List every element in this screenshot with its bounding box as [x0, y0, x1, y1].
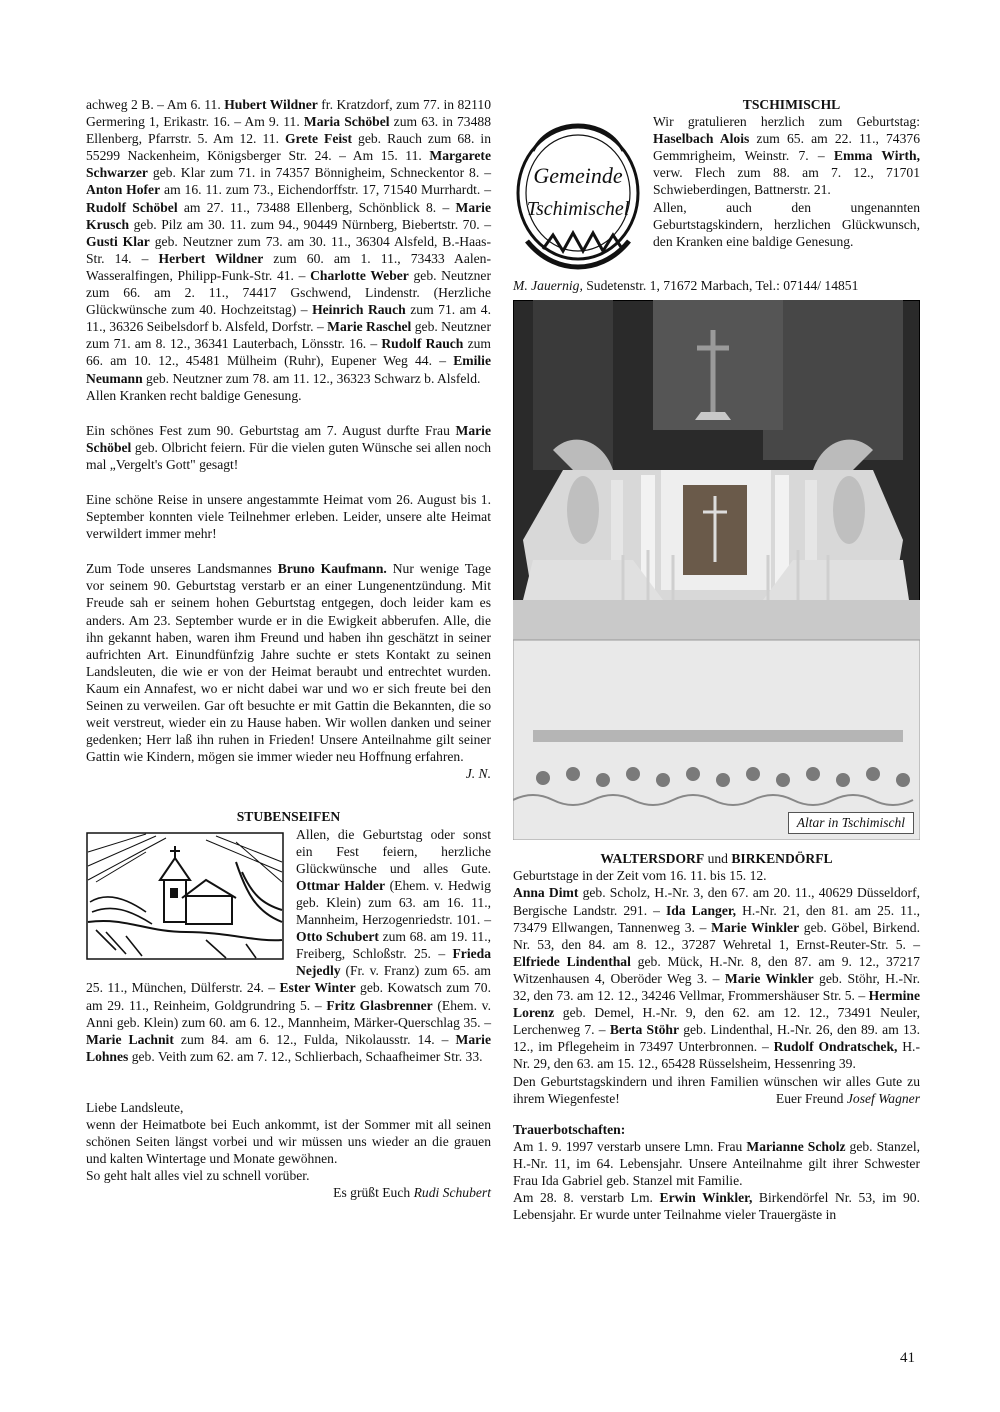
person-name: Berta Stöhr	[609, 1022, 679, 1038]
person-name: Maria Schöbel	[303, 114, 390, 130]
obituary-scholz: Am 1. 9. 1997 verstarb unsere Lmn. Frau Marianne Scholz geb. Stanzel, H.-Nr. 11, im 64. Lebensjahr. Unsere Anteilnahme gilt ihrer Schwester Frau Ida Gabriel geb. Stanzel mit Familie.	[513, 1138, 920, 1188]
municipality-seal-icon	[513, 121, 643, 275]
person-name: Marie Lachnit	[86, 1031, 174, 1047]
church-sketch-icon	[86, 832, 284, 964]
person-name: Marie Raschel	[327, 319, 412, 335]
person-name: Otto Schubert	[296, 929, 379, 945]
person-name: Margarete Schwarzer	[86, 148, 491, 181]
section-heading-tschimischl: TSCHIMISCHL	[742, 97, 841, 112]
person-name: Emilie Neumann	[86, 353, 491, 386]
person-name: Anton Hofer	[86, 182, 161, 198]
festival-note: Ein schönes Fest zum 90. Geburtstag am 7. August durfte Frau Marie Schöbel geb. Olbricht feiern. Für die vielen guten Wünsche sei allen noch mal „Vergelt's Gott" gesagt!	[86, 422, 491, 472]
right-column	[513, 96, 920, 1223]
letter-body: wenn der Heimatbote bei Euch ankommt, ist der Sommer mit all seinen schönen Seiten längst vorbei und wir müssen uns wieder an die grauen und kalten Wintertage und Monate gewöhnen.	[86, 1116, 491, 1167]
person-name: Ottmar Halder	[296, 877, 385, 893]
person-name: Marie Winkler	[711, 919, 800, 935]
person-name: Marianne Scholz	[746, 1138, 846, 1154]
person-name: Heinrich Rauch	[312, 302, 406, 318]
birthday-list-continued: achweg 2 B. – Am 6. 11. Hubert Wildner fr. Kratzdorf, zum 77. in 82110 Germering 1, Erikastr. 16. – Am 9. 11. Maria Schöbel zum 63. in 73488 Ellenberg, Pfarrstr. 5. Am 12. 11. Grete Feist geb. Rauch zum 68. in 55299 Nackenheim, Königsberger Str. 24. – Am 15. 11. Margarete Schwarzer geb. Klar zum 71. in 74357 Bönnigheim, Schneckentor 8. – Anton Hofer am 16. 11. zum 73., Eichendorffstr. 17, 71540 Murrhardt. – Rudolf Schöbel am 27. 11., 73488 Ellenberg, Schönblick 8. – Marie Krusch geb. Pilz am 30. 11. zum 94., 90449 Nürnberg, Biebertstr. 70. – Gusti Klar geb. Neutzner zum 73. am 30. 11., 36304 Alsfeld, B.-Haas-Str. 14. – Herbert Wildner zum 60. am 1. 11., 73433 Aalen-Wasseralfingen, Philipp-Funk-Str. 41. – Charlotte Weber geb. Neutzner zum 66. am 2. 11., 74417 Gschwend, Lindenstr. (Herzliche Glückwünsche zum 40. Hochzeitstag) – Heinrich Rauch zum 71. am 4. 11., 36326 Seibelsdorf b. Alsfeld, Dorfstr. – Marie Raschel geb. Neutzner zum 71. am 8. 12., 36341 Lauterbach, Lönsstr. 16. – Rudolf Rauch zum 66. am 10. 12., 45481 Mülheim (Ruhr), Eupener Weg 44. – Emilie Neumann geb. Neutzner zum 78. am 11. 12., 36323 Schwarz b. Alsfeld.	[86, 97, 492, 386]
tschimischl-contact: M. Jauernig, Sudetenstr. 1, 71672 Marbach, Tel.: 07144/ 14851	[513, 278, 859, 294]
person-name: Hubert Wildner	[224, 97, 318, 112]
seal-text-gemeinde: Gemeinde	[533, 163, 623, 189]
letter-closing: So geht halt alles viel zu schnell vorüber.	[86, 1168, 310, 1184]
person-name: Fritz Glasbrenner	[326, 997, 433, 1013]
obituary-signature: J. N.	[465, 766, 491, 782]
section-heading-stubenseifen: STUBENSEIFEN	[236, 809, 341, 825]
section-heading-waltersdorf: WALTERSDORF und BIRKENDÖRFL	[600, 851, 833, 867]
waltersdorf-birthdays: Anna Dimt geb. Scholz, H.-Nr. 3, den 67. am 20. 11., 40629 Düsseldorf, Bergische Landstr. 291. – Ida Langer, H.-Nr. 21, den 81. am 25. 11., 73479 Ellwangen, Tannenweg 3. – Marie Winkler geb. Göbel, Birkend. Nr. 53, den 84. am 8. 12., 37287 Wehretal 1, Ernst-Reuter-Str. 5. – Elfriede Lindenthal geb. Mück, H.-Nr. 8, den 87. am 9. 12., 37217 Witzenhausen 4, Oberöder Weg 3. – Marie Winkler geb. Stöhr, H.-Nr. 32, den 73. am 12. 12., 34246 Vellmar, Frommershäuser Str. 5. – Hermine Lorenz geb. Demel, H.-Nr. 9, den 62. am 12. 12., 73491 Neuler, Lerchenweg 7. – Berta Stöhr geb. Lindenthal, H.-Nr. 26, den 89. am 13. 12., im Pflegeheim in 73497 Unterbronnen. – Rudolf Ondratschek, H.-Nr. 29, den 63. am 15. 12., 65428 Rüsselsheim, Hessenring 39.	[513, 885, 921, 1072]
person-name: Marie Krusch	[86, 199, 491, 232]
tschimischl-birthdays: Wir gratulieren herzlich zum Geburtstag: Haselbach Alois zum 65. am 22. 11., 74376 Gemmrigheim, Weinstr. 7. – Emma Wirth, verw. Flech zum 88. am 7. 12., 71701 Schwieberdingen, Battnerstr. 21.	[653, 114, 920, 198]
person-name: Elfriede Lindenthal	[513, 953, 631, 969]
person-name: Rudolf Ondratschek,	[773, 1039, 898, 1055]
person-name: Frieda Nejedly	[296, 946, 491, 979]
person-name: Rudolf Schöbel	[86, 199, 178, 215]
waltersdorf-intro: Geburtstage in der Zeit vom 16. 11. bis 15. 12.	[513, 868, 767, 884]
tschimischl-wishes: Allen, auch den ungenannten Geburtstagskindern, herzlichen Glückwunsch, den Kranken eine baldige Genesung.	[653, 199, 920, 249]
person-name: Gusti Klar	[86, 233, 150, 249]
stubenseifen-birthdays: Allen, die Geburtstag oder sonst ein Fest feiern, herzliche Glückwünsche und alles Gute. Ottmar Halder (Ehem. v. Hedwig geb. Klein) zum 63. am 16. 11., Mannheim, Herzogenriedstr. 101. – Otto Schubert zum 68. am 19. 11., Freiberg, Schloßstr. 25. – Frieda Nejedly (Fr. v. Franz) zum 65. am 25. 11., München, Dülferstr. 24. – Ester Winter geb. Kowatsch zum 70. am 29. 11., Reinheim, Goldgrundring 5. – Fritz Glasbrenner (Ehem. v. Anni geb. Klein) zum 60. am 6. 12., Mannheim, Märker-Querschlag 35. – Marie Lachnit zum 84. am 6. 12., Fulda, Nikolausstr. 14. – Marie Lohnes geb. Veith zum 62. am 7. 12., Schlierbach, Schaafheimer Str. 33.	[86, 826, 491, 1064]
person-name: Herbert Wildner	[158, 250, 264, 266]
person-name: Ester Winter	[279, 980, 356, 996]
altar-photo	[513, 300, 920, 840]
person-name: Emma Wirth,	[833, 148, 920, 164]
person-name: Hermine Lorenz	[513, 988, 920, 1021]
person-name: Bruno Kaufmann.	[277, 561, 387, 577]
letter	[86, 1099, 491, 1202]
person-name: Anna Dimt	[513, 885, 579, 901]
section-heading-trauer: Trauerbotschaften:	[513, 1121, 626, 1137]
left-column	[86, 96, 491, 1201]
waltersdorf-wishes: Den Geburtstagskindern und ihren Familien wünschen wir alles Gute zu ihrem Wiegenfeste! Euer Freund Josef Wagner	[513, 1073, 920, 1106]
person-name: Marie Schöbel	[86, 422, 491, 455]
person-name: Marie Lohnes	[86, 1031, 491, 1064]
seal-text-tschimischel: Tschimischel	[526, 198, 630, 221]
sick-wishes: Allen Kranken recht baldige Genesung.	[86, 387, 302, 403]
person-name: Erwin Winkler,	[659, 1190, 753, 1206]
page-number: 41	[900, 1350, 915, 1366]
letter-greeting: Liebe Landsleute,	[86, 1099, 184, 1115]
obituary-winkler: Am 28. 8. verstarb Lm. Erwin Winkler, Birkendörfel Nr. 53, im 90. Lebensjahr. Er wurde unter Teilnahme vieler Trauergäste in	[513, 1190, 920, 1223]
person-name: Marie Winkler	[724, 970, 814, 986]
person-name: Charlotte Weber	[310, 267, 409, 283]
obituary: Zum Tode unseres Landsmannes Bruno Kaufmann. Nur wenige Tage vor seinem 90. Geburtstag verstarb er an einer Lungenentzündung. Mit Freude sah er seinem hohen Geburtstag entgegen, doch leider kam es anders. Am 23. September wurde er in die Ewigkeit abberufen. Alle, die ihn gekannt haben, waren ihm Freund und haben ihn geschätzt in seiner aufrichten Art. Einundfünfzig Jahre suchte er stets Kontakt zu seinen Landsleuten, die wie er von der Heimat beraubt und entrechtet wurden. Kaum ein Annafest, wo er nicht dabei war und wo er sich freute bei den Seinen zu verweilen. Gar oft besuchte er mit Gattin die Bekannten, die so weit verstreut, wieder ein zu Hause haben. Wir wollen danken und seiner gedenken; Herr laß ihn ruhen in Frieden! Unsere Anteilnahme gilt seiner Gattin wie Kindern, mögen sie immer wieder neu Hoffnung erfahren.	[86, 561, 491, 765]
person-name: Rudolf Rauch	[381, 336, 464, 352]
photo-caption: Altar in Tschimischl	[788, 812, 914, 834]
person-name: Haselbach Alois	[653, 131, 750, 147]
person-name: Ida Langer,	[665, 902, 737, 918]
trip-note: Eine schöne Reise in unsere angestammte Heimat vom 26. August bis 1. September konnten viele Teilnehmer erleben. Leider, unsere alte Heimat verwildert immer mehr!	[86, 491, 491, 542]
letter-signature: Es grüßt Euch Rudi Schubert	[333, 1185, 491, 1201]
person-name: Grete Feist	[285, 131, 352, 147]
